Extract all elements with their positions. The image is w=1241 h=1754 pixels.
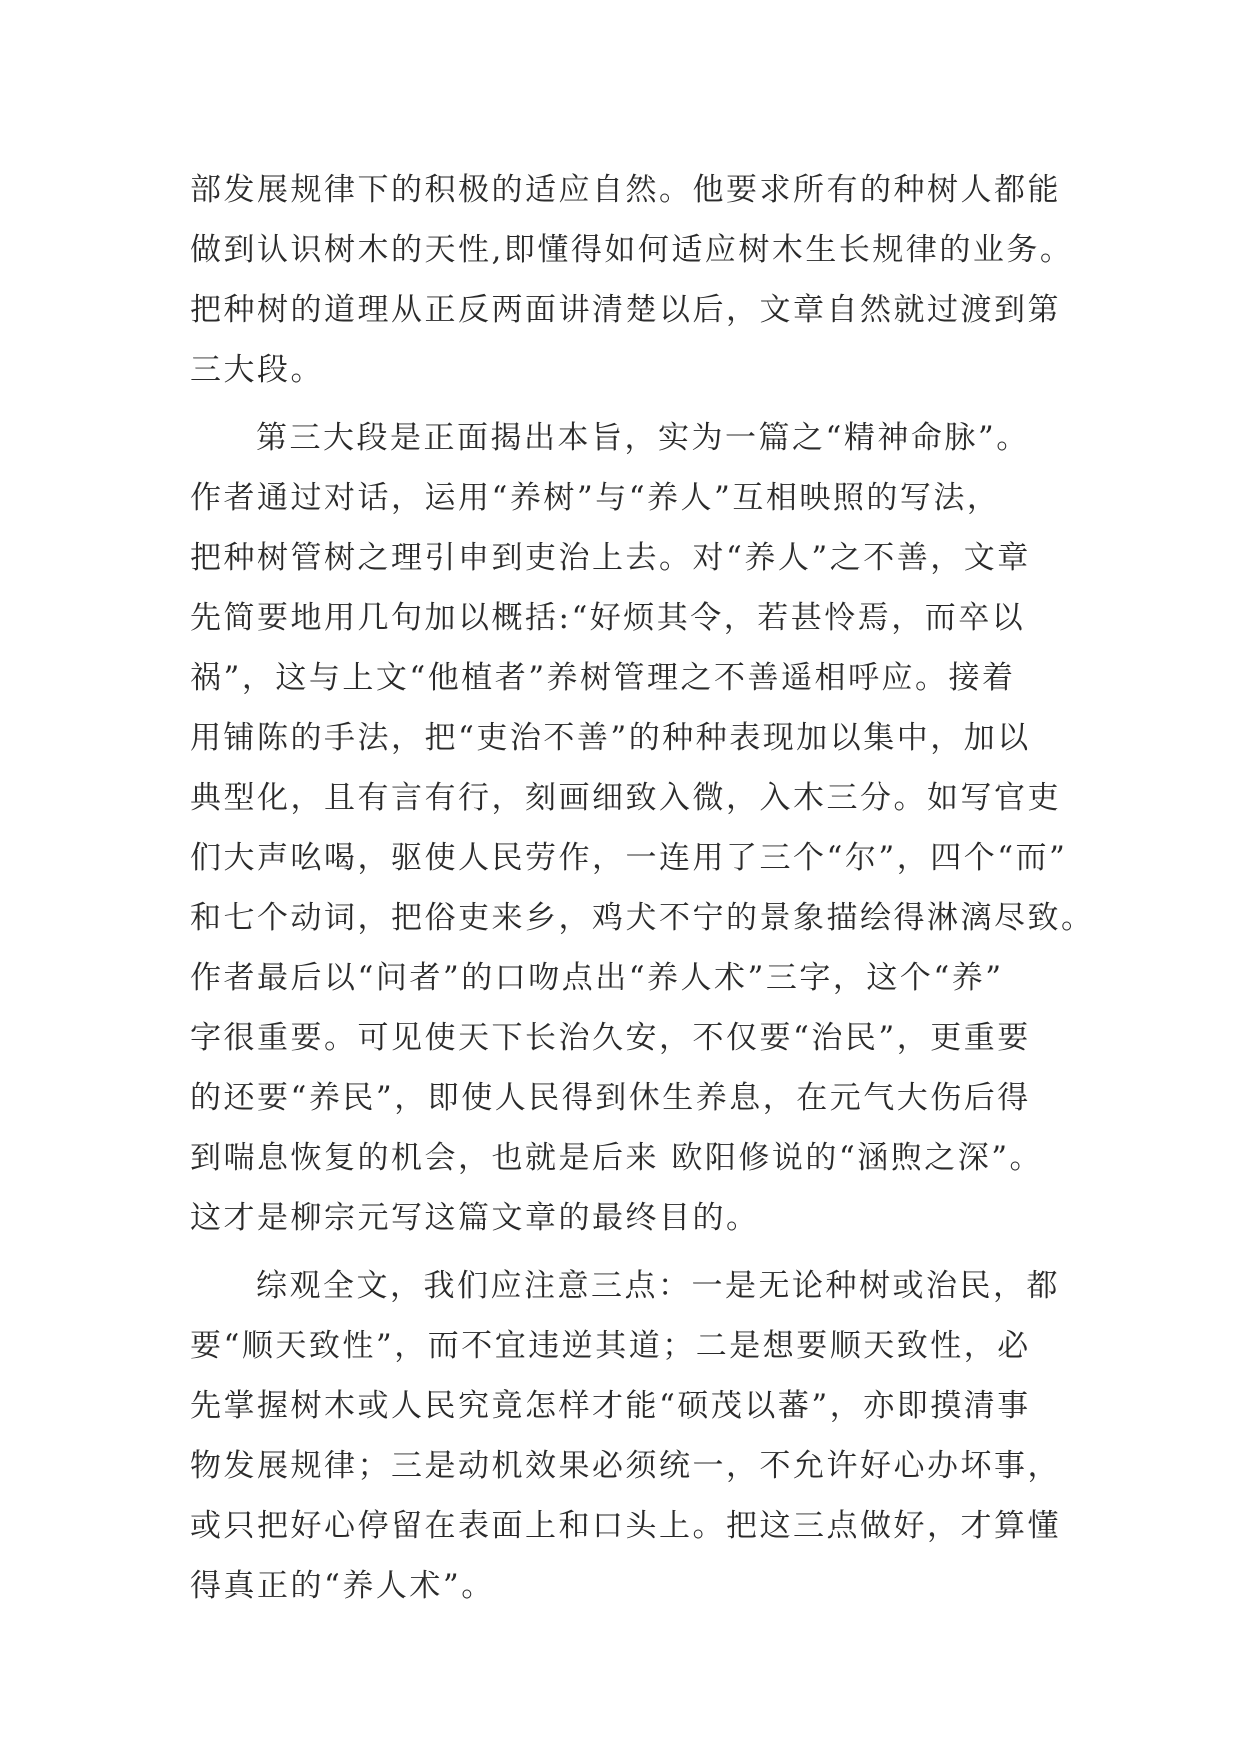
text-line: 典型化，且有言有行，刻画细致入微，入木三分。如写官吏 [190,780,1061,816]
text-line: 得真正的“养人术”。 [190,1568,495,1604]
text-line: 的还要“养民”，即使人民得到休生养息，在元气大伤后得 [190,1080,1031,1116]
text-line: 和七个动词，把俗吏来乡，鸡犬不宁的景象描绘得淋漓尽致。 [190,900,1095,936]
text-line: 三大段。 [190,352,324,388]
text-line: 祸”，这与上文“他植者”养树管理之不善遥相呼应。接着 [190,660,1016,696]
text-line: 第三大段是正面揭出本旨，实为一篇之“精神命脉”。 [256,420,1030,456]
text-line: 把种树管树之理引申到吏治上去。对“养人”之不善，文章 [190,540,1031,576]
text-line: 这才是柳宗元写这篇文章的最终目的。 [190,1200,760,1236]
text-line: 用铺陈的手法，把“吏治不善”的种种表现加以集中，加以 [190,720,1031,756]
text-line: 们大声吆喝，驱使人民劳作，一连用了三个“尔”，四个“而” [190,840,1068,876]
text-line: 物发展规律；三是动机效果必须统一，不允许好心办坏事， [190,1448,1061,1484]
text-line: 先简要地用几句加以概括:“好烦其令，若甚怜焉，而卒以 [190,600,1026,636]
body-text [190,160,1095,1616]
text-line: 先掌握树木或人民究竟怎样才能“硕茂以蕃”，亦即摸清事 [190,1388,1031,1424]
text-line: 到喘息恢复的机会，也就是后来 欧阳修说的“涵煦之深”。 [190,1140,1044,1176]
text-line: 作者通过对话，运用“养树”与“养人”互相映照的写法， [190,480,1001,516]
text-line: 要“顺天致性”，而不宜违逆其道；二是想要顺天致性，必 [190,1328,1031,1364]
text-line: 作者最后以“问者”的口吻点出“养人术”三字，这个“养” [190,960,1004,996]
text-line: 部发展规律下的积极的适应自然。他要求所有的种树人都能 [190,172,1061,208]
text-line: 或只把好心停留在表面上和口头上。把这三点做好，才算懂 [190,1508,1061,1544]
text-line: 做到认识树木的天性,即懂得如何适应树木生长规律的业务。 [190,232,1074,268]
text-line: 把种树的道理从正反两面讲清楚以后，文章自然就过渡到第 [190,292,1061,328]
text-line: 字很重要。可见使天下长治久安，不仅要“治民”，更重要 [190,1020,1031,1056]
paragraph-1 [190,160,1090,400]
paragraph-3 [190,1256,1090,1616]
paragraph-2 [190,408,1095,1248]
text-line: 综观全文，我们应注意三点：一是无论种树或治民，都 [256,1268,1060,1304]
